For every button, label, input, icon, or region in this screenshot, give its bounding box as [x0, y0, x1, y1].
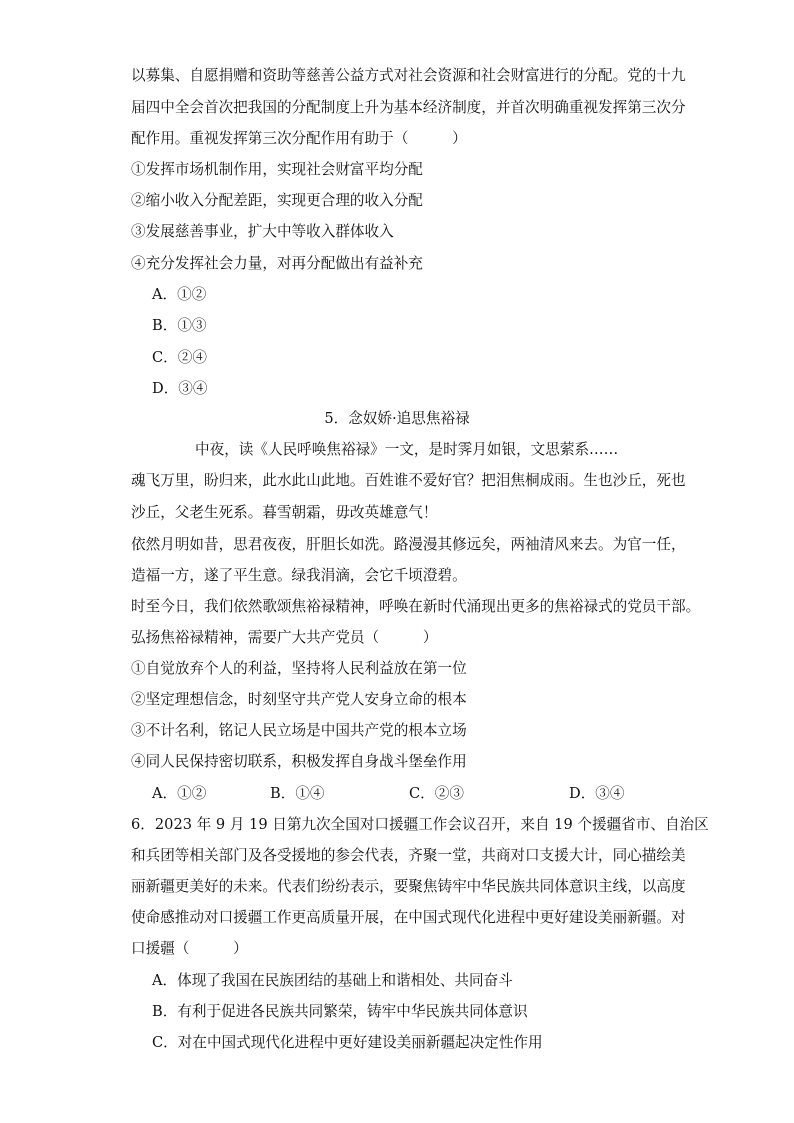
q4-stem-line-3: 配作用。重视发挥第三次分配作用有助于（ ） — [131, 130, 467, 147]
q5-option-b: B．①④ — [270, 785, 325, 802]
q5-statement-1: ①自觉放弃个人的利益，坚持将人民利益放在第一位 — [131, 660, 467, 677]
q5-statement-3: ③不计名利，铭记人民立场是中国共产党的根本立场 — [131, 722, 467, 739]
q6-stem-line-2: 和兵团等相关部门及各受援地的参会代表，齐聚一堂，共商对口支援大计，同心描绘美 — [131, 847, 686, 864]
q5-poem-line-2: 沙丘，父老生死系。暮雪朝霜，毋改英雄意气！ — [131, 504, 438, 521]
q5-option-a: A．①② — [152, 785, 207, 802]
q4-statement-1: ①发挥市场机制作用，实现社会财富平均分配 — [131, 161, 423, 178]
q5-stem-line-2: 弘扬焦裕禄精神，需要广大共产党员（ ） — [131, 629, 438, 646]
q4-stem-line-2: 届四中全会首次把我国的分配制度上升为基本经济制度，并首次明确重视发挥第三次分 — [131, 99, 686, 116]
q5-poem-title: 5．念奴娇·追思焦裕禄 — [324, 410, 470, 427]
q4-option-c: C．②④ — [152, 349, 207, 366]
q4-statement-3: ③发展慈善事业，扩大中等收入群体收入 — [131, 223, 394, 240]
q5-option-c: C．②③ — [409, 785, 464, 802]
q5-option-d: D．③④ — [569, 785, 625, 802]
q4-stem-line-1: 以募集、自愿捐赠和资助等慈善公益方式对社会资源和社会财富进行的分配。党的十九 — [131, 67, 686, 84]
q6-stem-line-1: 6．2023 年 9 月 19 日第九次全国对口援疆工作会议召开，来自 19 个援疆省市、自治区 — [131, 816, 709, 833]
q4-option-b: B．①③ — [152, 317, 207, 334]
q6-option-a: A．体现了我国在民族团结的基础上和谐相处、共同奋斗 — [152, 972, 513, 989]
q4-option-a: A．①② — [152, 286, 207, 303]
q5-options-row — [0, 784, 794, 804]
q5-poem-line-1: 魂飞万里，盼归来，此水此山此地。百姓谁不爱好官？把泪焦桐成雨。生也沙丘，死也 — [131, 472, 686, 489]
q4-statement-2: ②缩小收入分配差距，实现更合理的收入分配 — [131, 192, 423, 209]
q5-statement-2: ②坚定理想信念，时刻坚守共产党人安身立命的根本 — [131, 691, 467, 708]
q6-stem-line-4: 使命感推动对口援疆工作更高质量开展，在中国式现代化进程中更好建设美丽新疆。对 — [131, 909, 686, 926]
q4-statement-4: ④充分发挥社会力量，对再分配做出有益补充 — [131, 255, 423, 272]
q5-poem-line-3: 依然月明如昔，思君夜夜，肝胆长如洗。路漫漫其修远矣，两袖清风来去。为官一任， — [131, 536, 686, 553]
q6-stem-line-5: 口援疆（ ） — [131, 940, 248, 957]
q6-option-b: B．有利于促进各民族共同繁荣，铸牢中华民族共同体意识 — [152, 1003, 528, 1020]
q5-poem-preface: 中夜，读《人民呼唤焦裕禄》一文，是时霁月如银，文思萦系…… — [195, 441, 619, 458]
q6-option-c: C．对在中国式现代化进程中更好建设美丽新疆起决定性作用 — [152, 1034, 543, 1051]
q5-statement-4: ④同人民保持密切联系，积极发挥自身战斗堡垒作用 — [131, 753, 467, 770]
q5-stem-line-1: 时至今日，我们依然歌颂焦裕禄精神，呼唤在新时代涌现出更多的焦裕禄式的党员干部。 — [131, 598, 701, 615]
q6-stem-line-3: 丽新疆更美好的未来。代表们纷纷表示，要聚焦铸牢中华民族共同体意识主线，以高度 — [131, 878, 686, 895]
q5-poem-line-4: 造福一方，遂了平生意。绿我涓滴，会它千顷澄碧。 — [131, 567, 467, 584]
q4-option-d: D．③④ — [152, 380, 208, 397]
